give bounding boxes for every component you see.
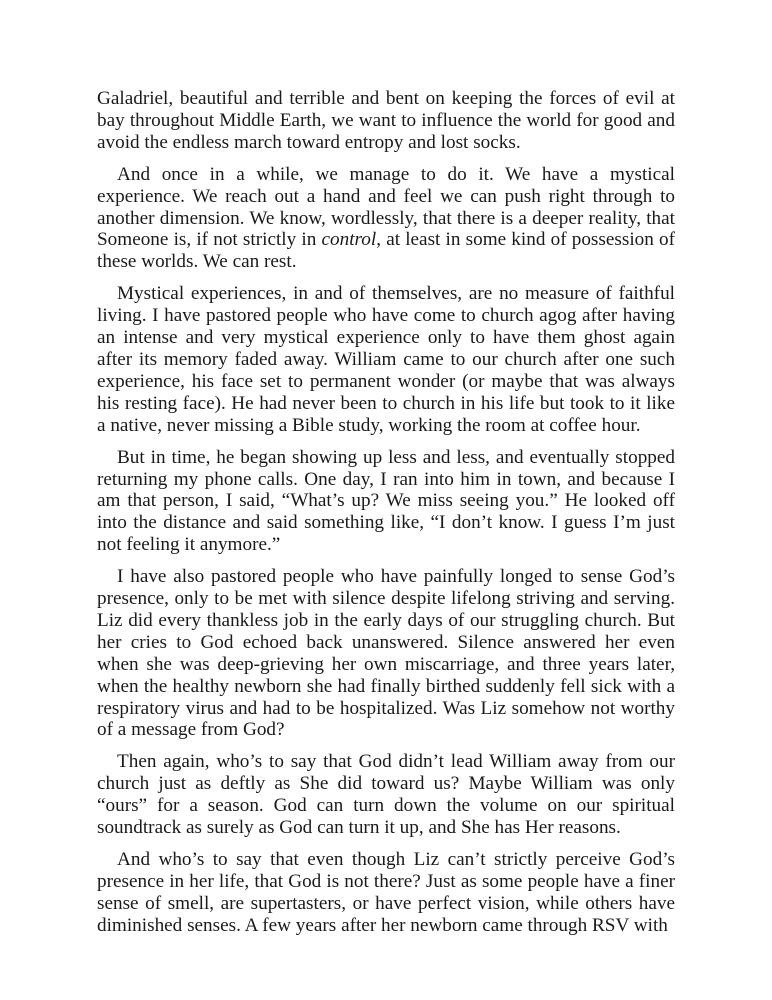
paragraph-6	[97, 751, 675, 839]
paragraph-5	[97, 566, 675, 741]
paragraph-2	[97, 164, 675, 274]
paragraph-1	[97, 88, 675, 154]
paragraph-5-text: I have also pastored people who have painfully longed to sense God’s presence, only to be met with silence despite lifelong striving and serving. Liz did every thankless job in the early days of our struggling church. But her cries to God echoed back unanswered. Silence answered her even when she was deep-grieving her own miscarriage, and three years later, when the healthy newborn she had finally birthed suddenly fell sick with a respiratory virus and had to be hospitalized. Was Liz somehow not worthy of a message from God?	[97, 566, 675, 741]
paragraph-6-text: Then again, who’s to say that God didn’t lead William away from our church just as deftly as She did toward us? Maybe William was only “ours” for a season. God can turn down the volume on our spiritual soundtrack as surely as God can turn it up, and She has Her reasons.	[97, 751, 675, 839]
page-body	[97, 88, 675, 947]
paragraph-3	[97, 283, 675, 436]
paragraph-2-text-start: And once in a while, we manage to do it. We have a mystical experience. We reach out a hand and feel we can push right through to another dimension. We know, wordlessly, that there is a deeper reality, that Someone is, if not strictly in	[97, 163, 675, 251]
paragraph-2-italic-word: control	[321, 229, 377, 251]
paragraph-4	[97, 447, 675, 557]
paragraph-3-text: Mystical experiences, in and of themselves, are no measure of faithful living. I have pastored people who have come to church agog after having an intense and very mystical experience only to have them ghost again after its memory faded away. William came to our church after one such experience, his face set to permanent wonder (or maybe that was always his resting face). He had never been to church in his life but took to it like a native, never missing a Bible study, working the room at coffee hour.	[97, 283, 675, 436]
paragraph-7	[97, 849, 675, 937]
paragraph-1-text: Galadriel, beautiful and terrible and bent on keeping the forces of evil at bay throughout Middle Earth, we want to influence the world for good and avoid the endless march toward entropy and lost socks.	[97, 88, 675, 153]
paragraph-2-text-end: , at least in some kind of possession of these worlds. We can rest.	[97, 229, 675, 273]
paragraph-4-text: But in time, he began showing up less and less, and eventually stopped returning my phone calls. One day, I ran into him in town, and because I am that person, I said, “What’s up? We miss seeing you.” He looked off into the distance and said something like, “I don’t know. I guess I’m just not feeling it anymore.”	[97, 446, 675, 556]
paragraph-7-text: And who’s to say that even though Liz can’t strictly perceive God’s presence in her life, that God is not there? Just as some people have a finer sense of smell, are supertasters, or have perfect vision, while others have diminished senses. A few years after her newborn came through RSV with	[97, 849, 675, 936]
